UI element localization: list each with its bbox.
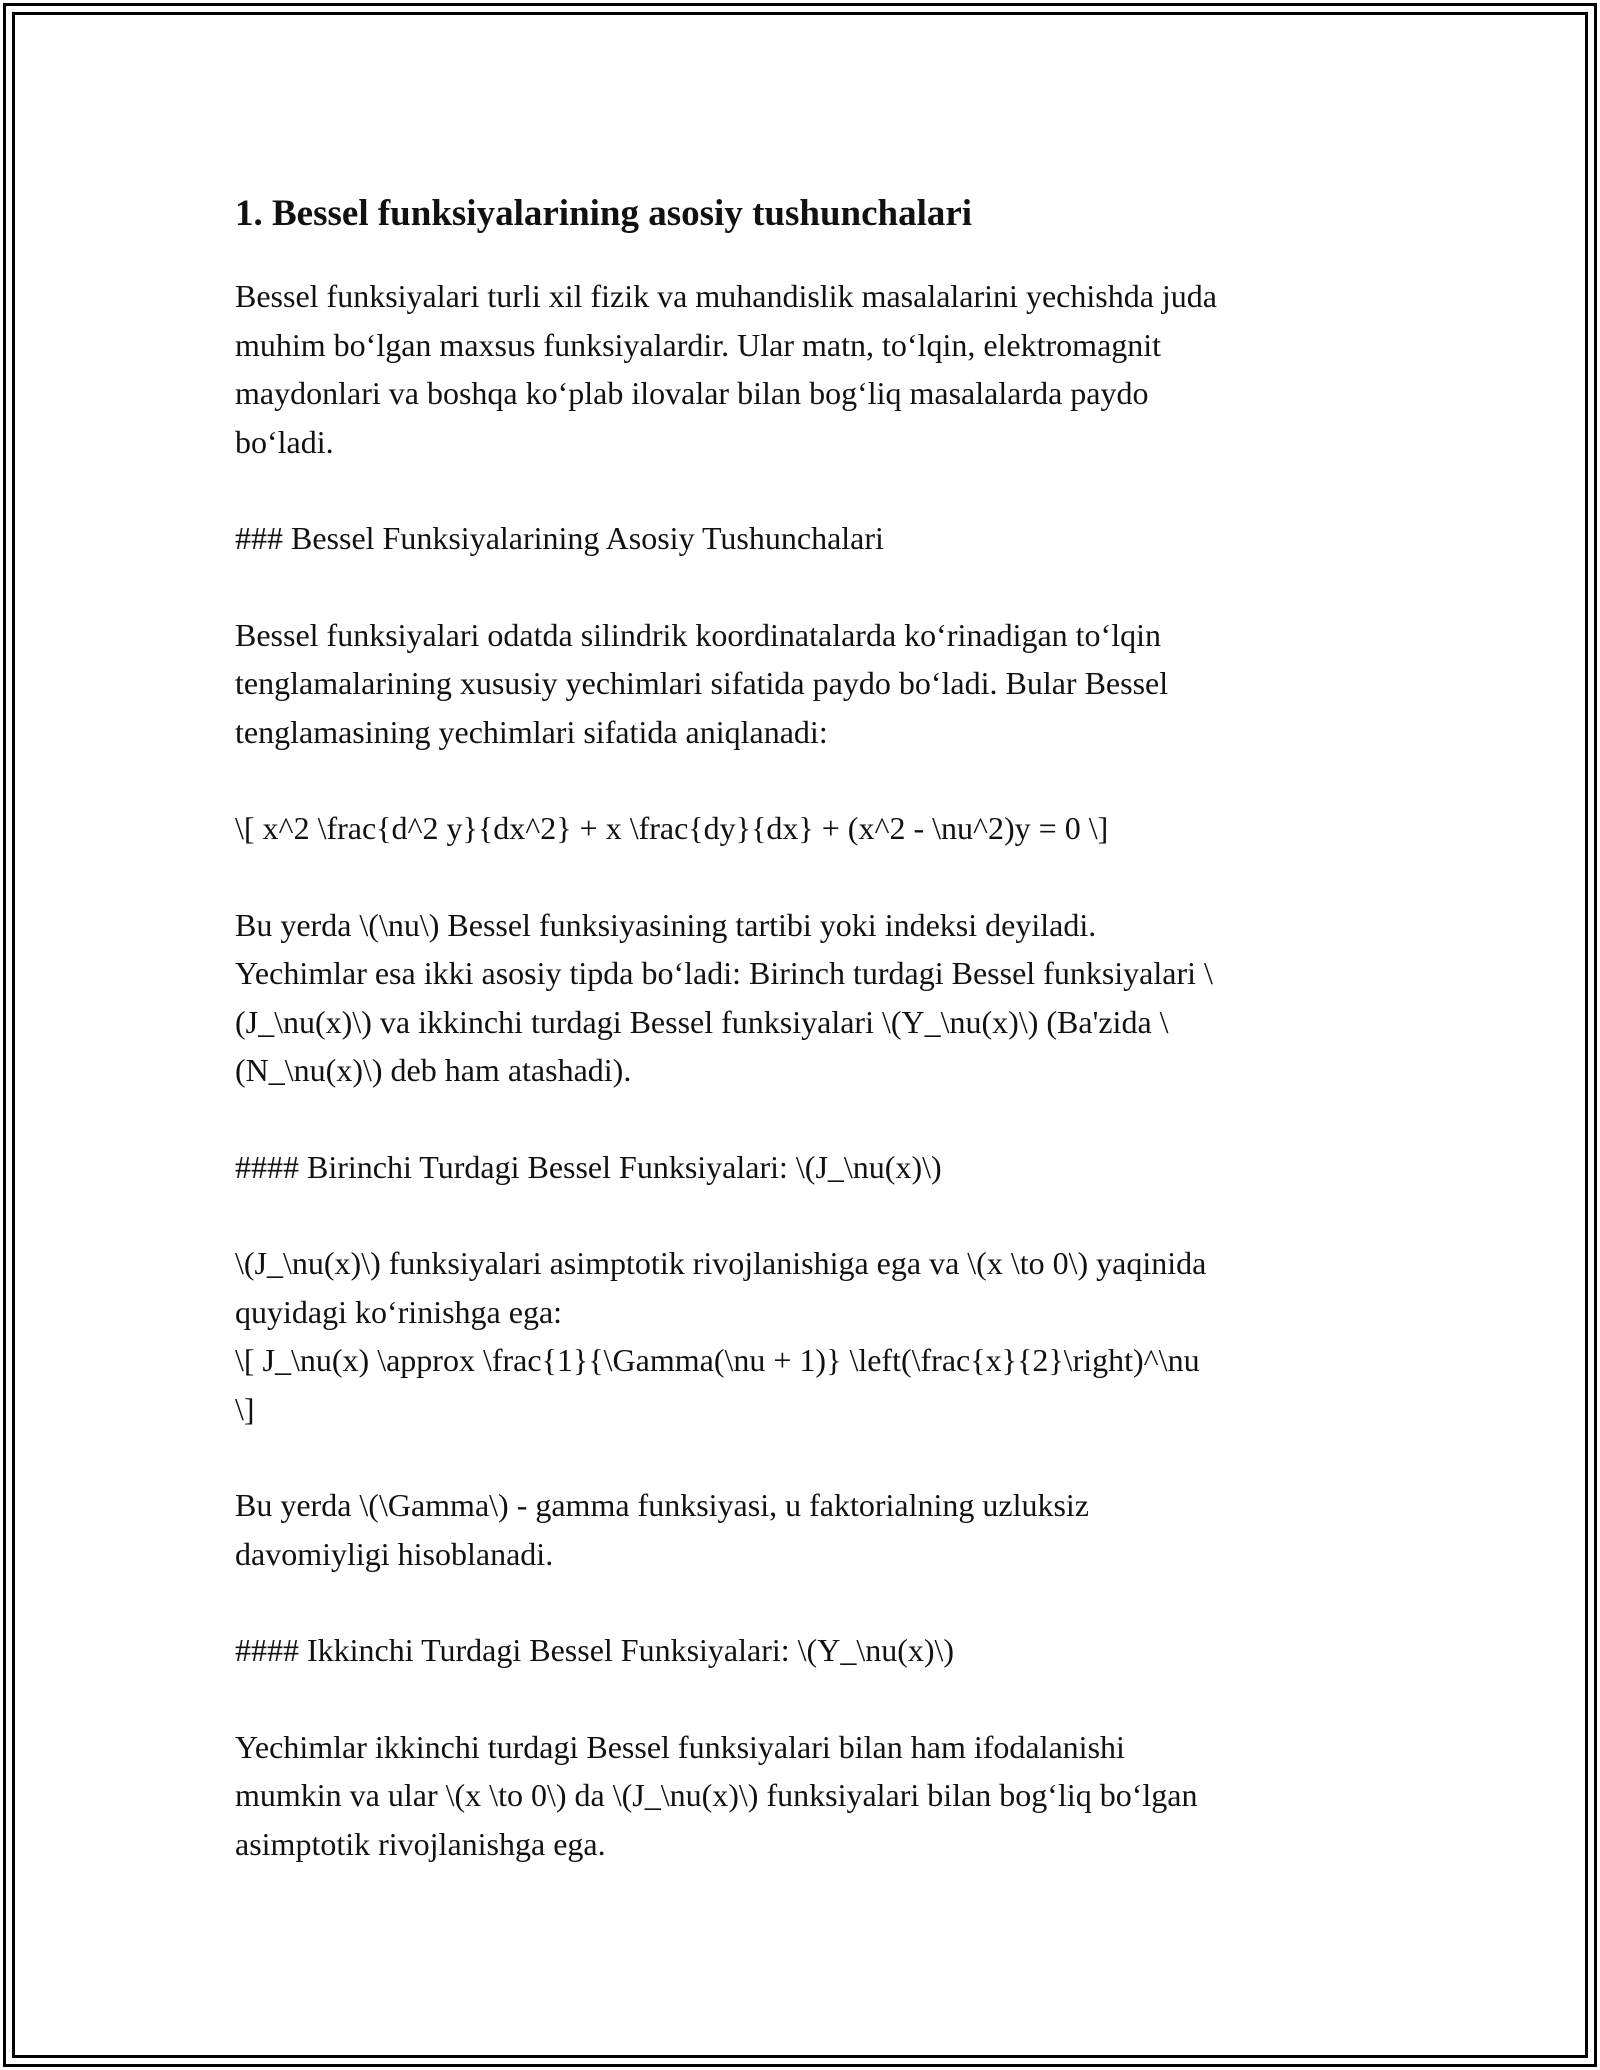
order-paragraph: [235, 901, 1365, 1095]
text-line: (N_\nu(x)\) deb ham atashadi).: [235, 1052, 632, 1088]
intro-paragraph: [235, 272, 1365, 466]
first-kind-paragraph: [235, 1239, 1365, 1433]
text-line: \]: [235, 1390, 255, 1427]
text-line: maydonlari va boshqa ko‘plab ilovalar bilan bog‘liq masalalarda paydo: [235, 375, 1149, 411]
text-line: davomiyligi hisoblanadi.: [235, 1535, 554, 1572]
text-line: tenglamasining yechimlari sifatida aniqlanadi:: [235, 713, 828, 750]
text-line: Yechimlar esa ikki asosiy tipda bo‘ladi: Birinch turdagi Bessel funksiyalari \: [235, 955, 1213, 991]
section-heading: 1. Bessel funksiyalarining asosiy tushunchalari: [235, 193, 973, 234]
text-line: tenglamalarining xususiy yechimlari sifatida paydo bo‘ladi. Bular Bessel: [235, 665, 1169, 701]
text-line: Bu yerda \(\nu\) Bessel funksiyasining tartibi yoki indeksi deyiladi.: [235, 906, 1097, 943]
text-line: (J_\nu(x)\) va ikkinchi turdagi Bessel funksiyalari \(Y_\nu(x)\) (Ba'zida \: [235, 1003, 1169, 1040]
text-line: Bu yerda \(\Gamma\) - gamma funksiyasi, u faktorialning uzluksiz: [235, 1487, 1089, 1523]
subheading-second-kind: #### Ikkinchi Turdagi Bessel Funksiyalari: \(Y_\nu(x)\): [235, 1632, 955, 1668]
text-line: asimptotik rivojlanishga ega.: [235, 1825, 606, 1862]
bessel-equation: \[ x^2 \frac{d^2 y}{dx^2} + x \frac{dy}{dx} + (x^2 - \nu^2)y = 0 \]: [235, 810, 1109, 846]
text-line: \[ J_\nu(x) \approx \frac{1}{\Gamma(\nu + 1)} \left(\frac{x}{2}\right)^\nu: [235, 1342, 1200, 1378]
text-line: Bessel funksiyalari odatda silindrik koordinatalarda ko‘rinadigan to‘lqin: [235, 616, 1161, 653]
text-line: quyidagi ko‘rinishga ega:: [235, 1293, 563, 1330]
subheading-first-kind: #### Birinchi Turdagi Bessel Funksiyalari: \(J_\nu(x)\): [235, 1148, 942, 1185]
document-body: [235, 186, 1365, 1868]
text-line: bo‘ladi.: [235, 423, 334, 460]
text-line: \(J_\nu(x)\) funksiyalari asimptotik rivojlanishiga ega va \(x \to 0\) yaqinida: [235, 1245, 1207, 1281]
gamma-paragraph: [235, 1481, 1365, 1578]
subheading-h3: ### Bessel Funksiyalarining Asosiy Tushunchalari: [235, 520, 884, 556]
text-line: mumkin va ular \(x \to 0\) da \(J_\nu(x)\) funksiyalari bilan bog‘liq bo‘lgan: [235, 1777, 1198, 1813]
second-kind-paragraph: [235, 1723, 1365, 1869]
text-line: muhim bo‘lgan maxsus funksiyalardir. Ular matn, to‘lqin, elektromagnit: [235, 326, 1162, 363]
text-line: Yechimlar ikkinchi turdagi Bessel funksiyalari bilan ham ifodalanishi: [235, 1728, 1125, 1765]
text-line: Bessel funksiyalari turli xil fizik va muhandislik masalalarini yechishda juda: [235, 278, 1217, 314]
definition-paragraph: [235, 611, 1365, 757]
